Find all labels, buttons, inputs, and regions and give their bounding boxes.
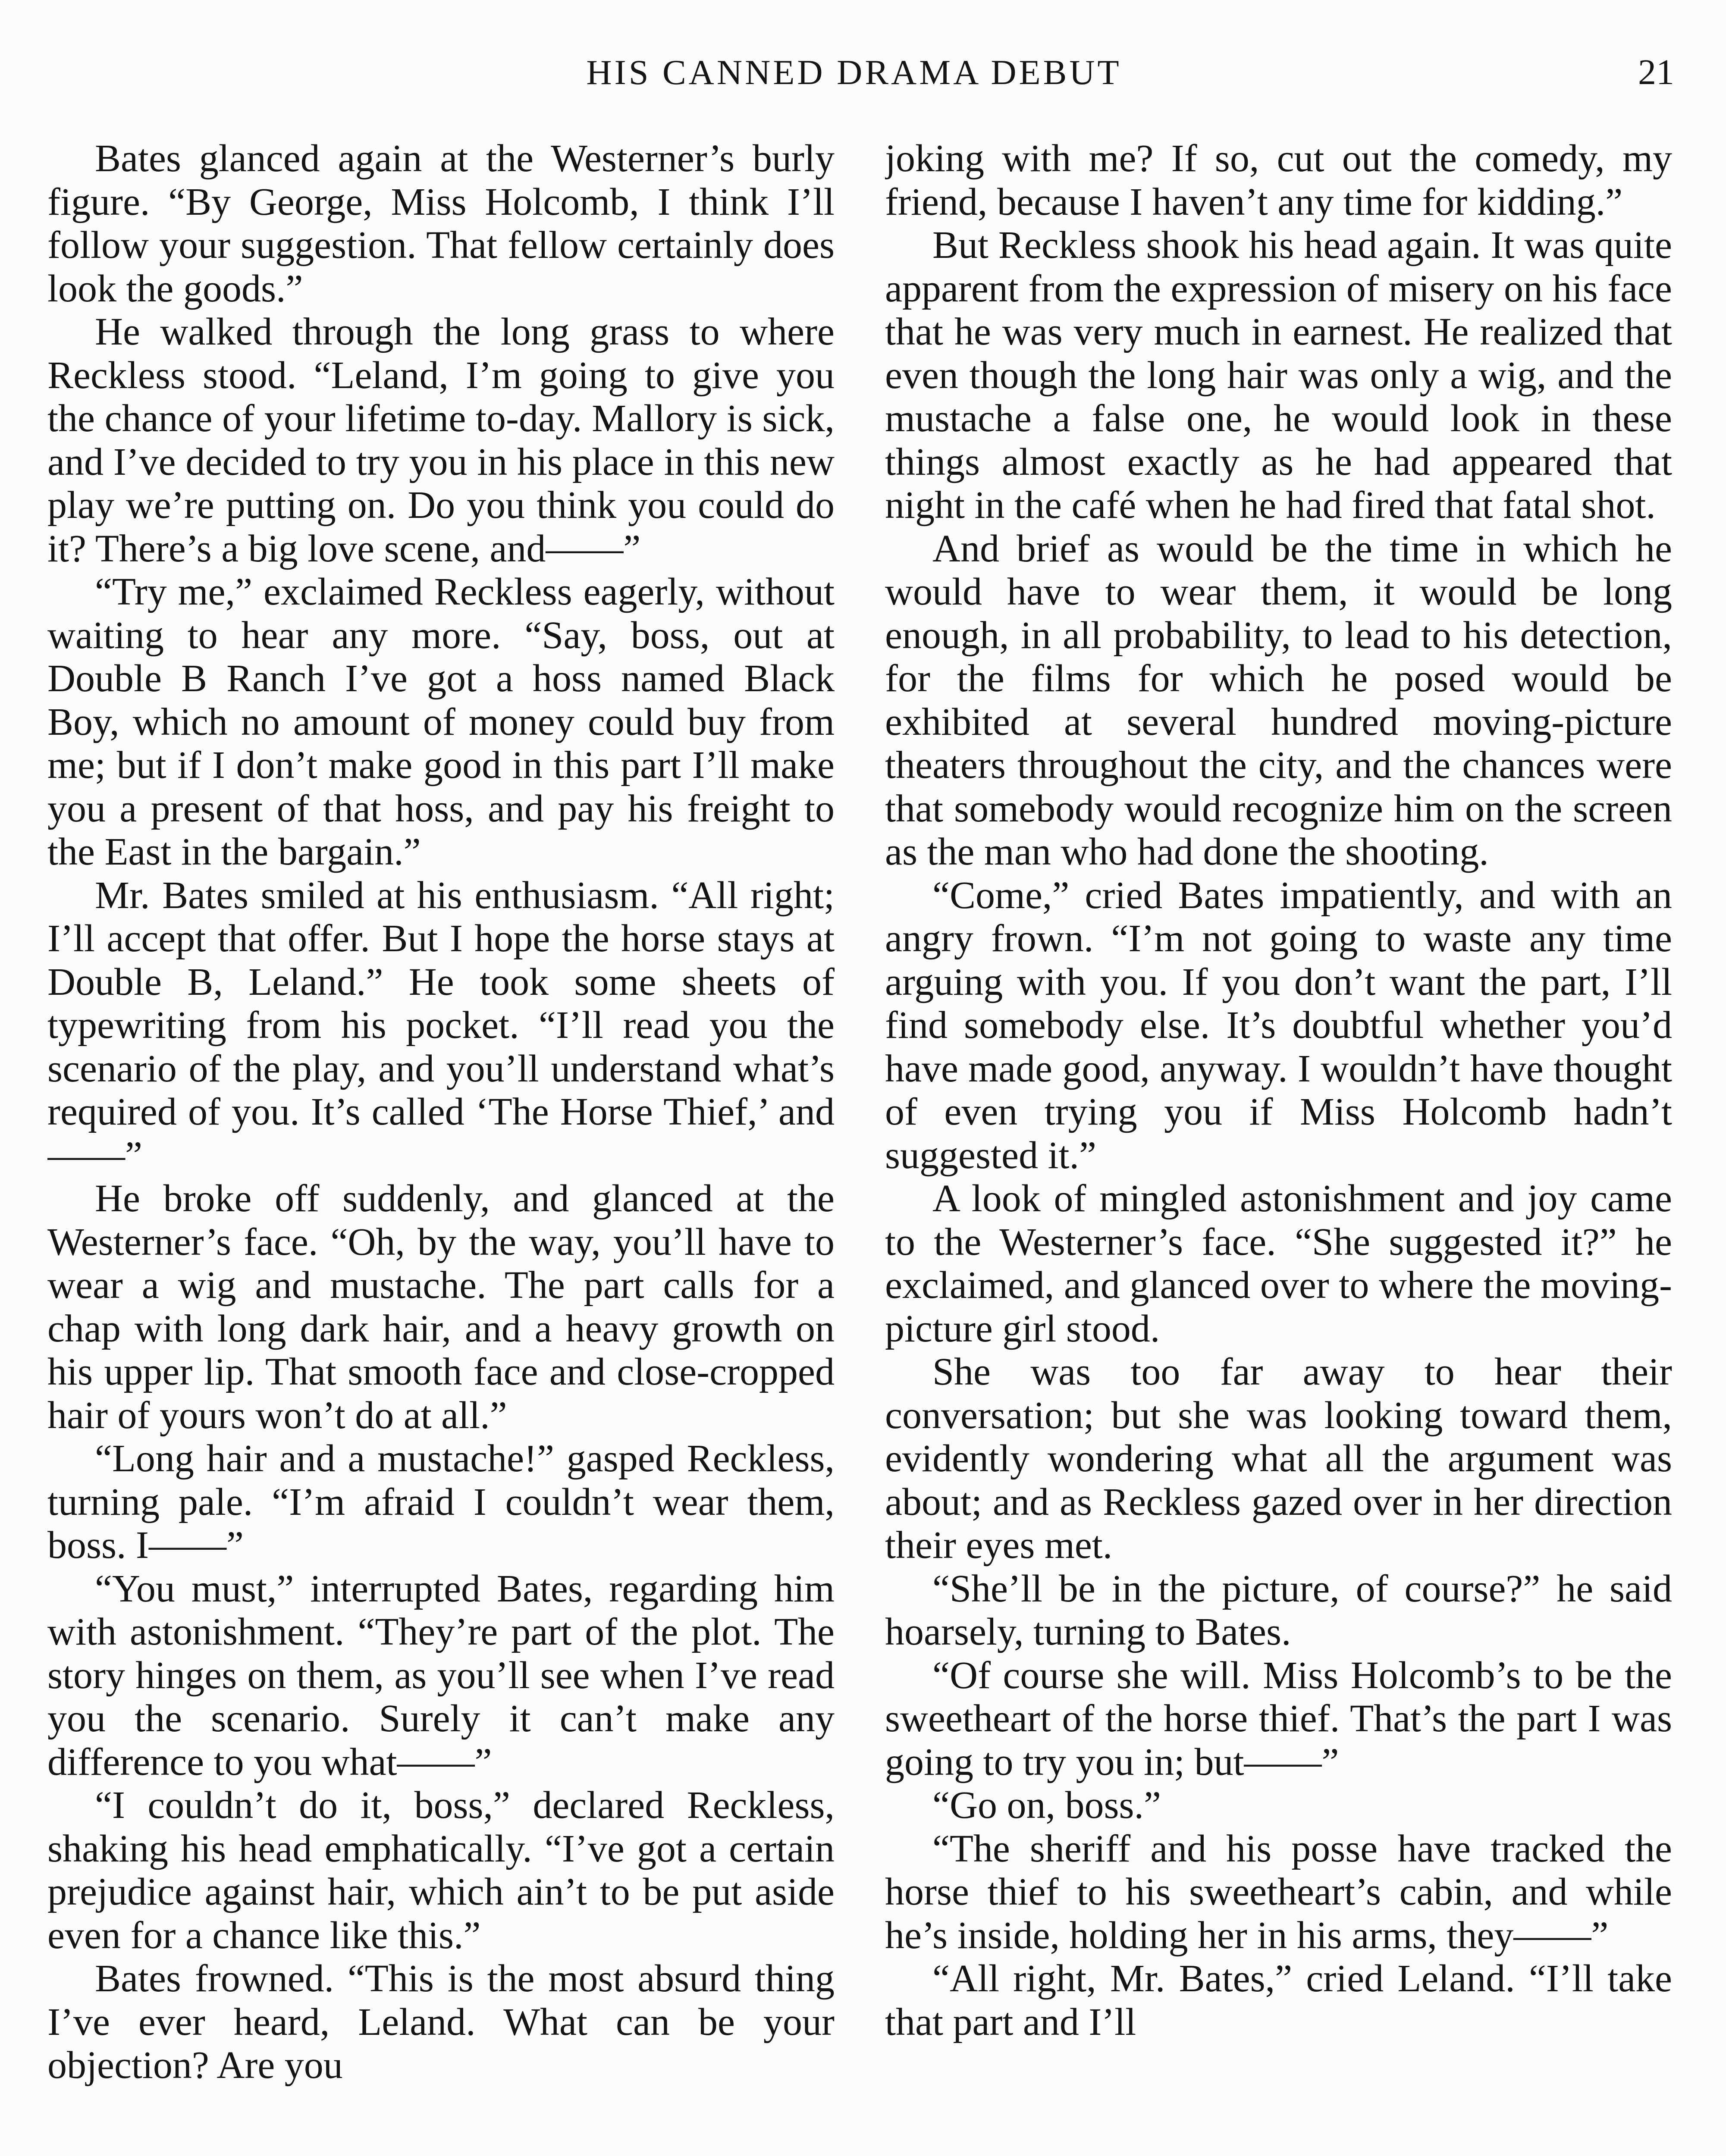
paragraph: He broke off suddenly, and glanced at the Westerner’s face. “Oh, by the way, you’ll have to wear a wig and mustache. The part calls for a chap with long dark hair, and a heavy growth on his upper lip. That smooth face and close-cropped hair of yours won’t do at all.”: [47, 1177, 835, 1437]
paragraph: “I couldn’t do it, boss,” declared Reckless, shaking his head emphatically. “I’ve got a certain prejudice against hair, which ain’t to be put aside even for a chance like this.”: [47, 1784, 835, 1957]
paragraph: She was too far away to hear their conversation; but she was looking toward them, evidently wondering what all the argument was about; and as Reckless gazed over in her direction their eyes met.: [885, 1351, 1672, 1567]
paragraph: “Long hair and a mustache!” gasped Reckless, turning pale. “I’m afraid I couldn’t wear them, boss. I——”: [47, 1437, 835, 1567]
right-column: [885, 137, 1672, 2156]
running-title: HIS CANNED DRAMA DEBUT: [586, 53, 1122, 92]
paragraph: “Of course she will. Miss Holcomb’s to be the sweetheart of the horse thief. That’s the part I was going to try you in; but——”: [885, 1654, 1672, 1783]
paragraph: “All right, Mr. Bates,” cried Leland. “I’ll take that part and I’ll: [885, 1957, 1672, 2043]
paragraph: Mr. Bates smiled at his enthusiasm. “All right; I’ll accept that offer. But I hope the horse stays at Double B, Leland.” He took some sheets of typewriting from his pocket. “I’ll read you the scenario of the play, and you’ll understand what’s required of you. It’s called ‘The Horse Thief,’ and——”: [47, 874, 835, 1177]
page-number: 21: [1638, 52, 1674, 92]
paragraph: “Come,” cried Bates impatiently, and with an angry frown. “I’m not going to waste any time arguing with you. If you don’t want the part, I’ll find somebody else. It’s doubtful whether you’d have made good, anyway. I wouldn’t have thought of even trying you if Miss Holcomb hadn’t suggested it.”: [885, 874, 1672, 1177]
left-column: [47, 137, 835, 2156]
paragraph: A look of mingled astonishment and joy came to the Westerner’s face. “She suggested it?” he exclaimed, and glanced over to where the moving-picture girl stood.: [885, 1177, 1672, 1350]
paragraph: Bates glanced again at the Westerner’s burly figure. “By George, Miss Holcomb, I think I’ll follow your suggestion. That fellow certainly does look the goods.”: [47, 137, 835, 310]
paragraph: He walked through the long grass to where Reckless stood. “Leland, I’m going to give you the chance of your lifetime to-day. Mallory is sick, and I’ve decided to try you in his place in this new play we’re putting on. Do you think you could do it? There’s a big love scene, and——”: [47, 310, 835, 570]
paragraph: “She’ll be in the picture, of course?” he said hoarsely, turning to Bates.: [885, 1567, 1672, 1653]
paragraph: “Go on, boss.”: [932, 1784, 1161, 1827]
paragraph: Bates frowned. “This is the most absurd thing I’ve ever heard, Leland. What can be your objection? Are you: [47, 1957, 835, 2087]
paragraph: “The sheriff and his posse have tracked the horse thief to his sweetheart’s cabin, and while he’s inside, holding her in his arms, they——”: [885, 1827, 1672, 1957]
running-head: [0, 47, 1726, 98]
paragraph-continued: joking with me? If so, cut out the comedy, my friend, because I haven’t any time for kidding.”: [885, 137, 1672, 223]
paragraph: “You must,” interrupted Bates, regarding him with astonishment. “They’re part of the plot. The story hinges on them, as you’ll see when I’ve read you the scenario. Surely it can’t make any difference to you what——”: [47, 1567, 835, 1783]
paragraph: And brief as would be the time in which he would have to wear them, it would be long enough, in all probability, to lead to his detection, for the films for which he posed would be exhibited at several hundred moving-picture theaters throughout the city, and the chances were that somebody would recognize him on the screen as the man who had done the shooting.: [885, 527, 1672, 873]
paragraph: But Reckless shook his head again. It was quite apparent from the expression of misery on his face that he was very much in earnest. He realized that even though the long hair was only a wig, and the mustache a false one, he would look in these things almost exactly as he had appeared that night in the café when he had fired that fatal shot.: [885, 224, 1672, 526]
paragraph: “Try me,” exclaimed Reckless eagerly, without waiting to hear any more. “Say, boss, out at Double B Ranch I’ve got a hoss named Black Boy, which no amount of money could buy from me; but if I don’t make good in this part I’ll make you a present of that hoss, and pay his freight to the East in the bargain.”: [47, 570, 835, 873]
